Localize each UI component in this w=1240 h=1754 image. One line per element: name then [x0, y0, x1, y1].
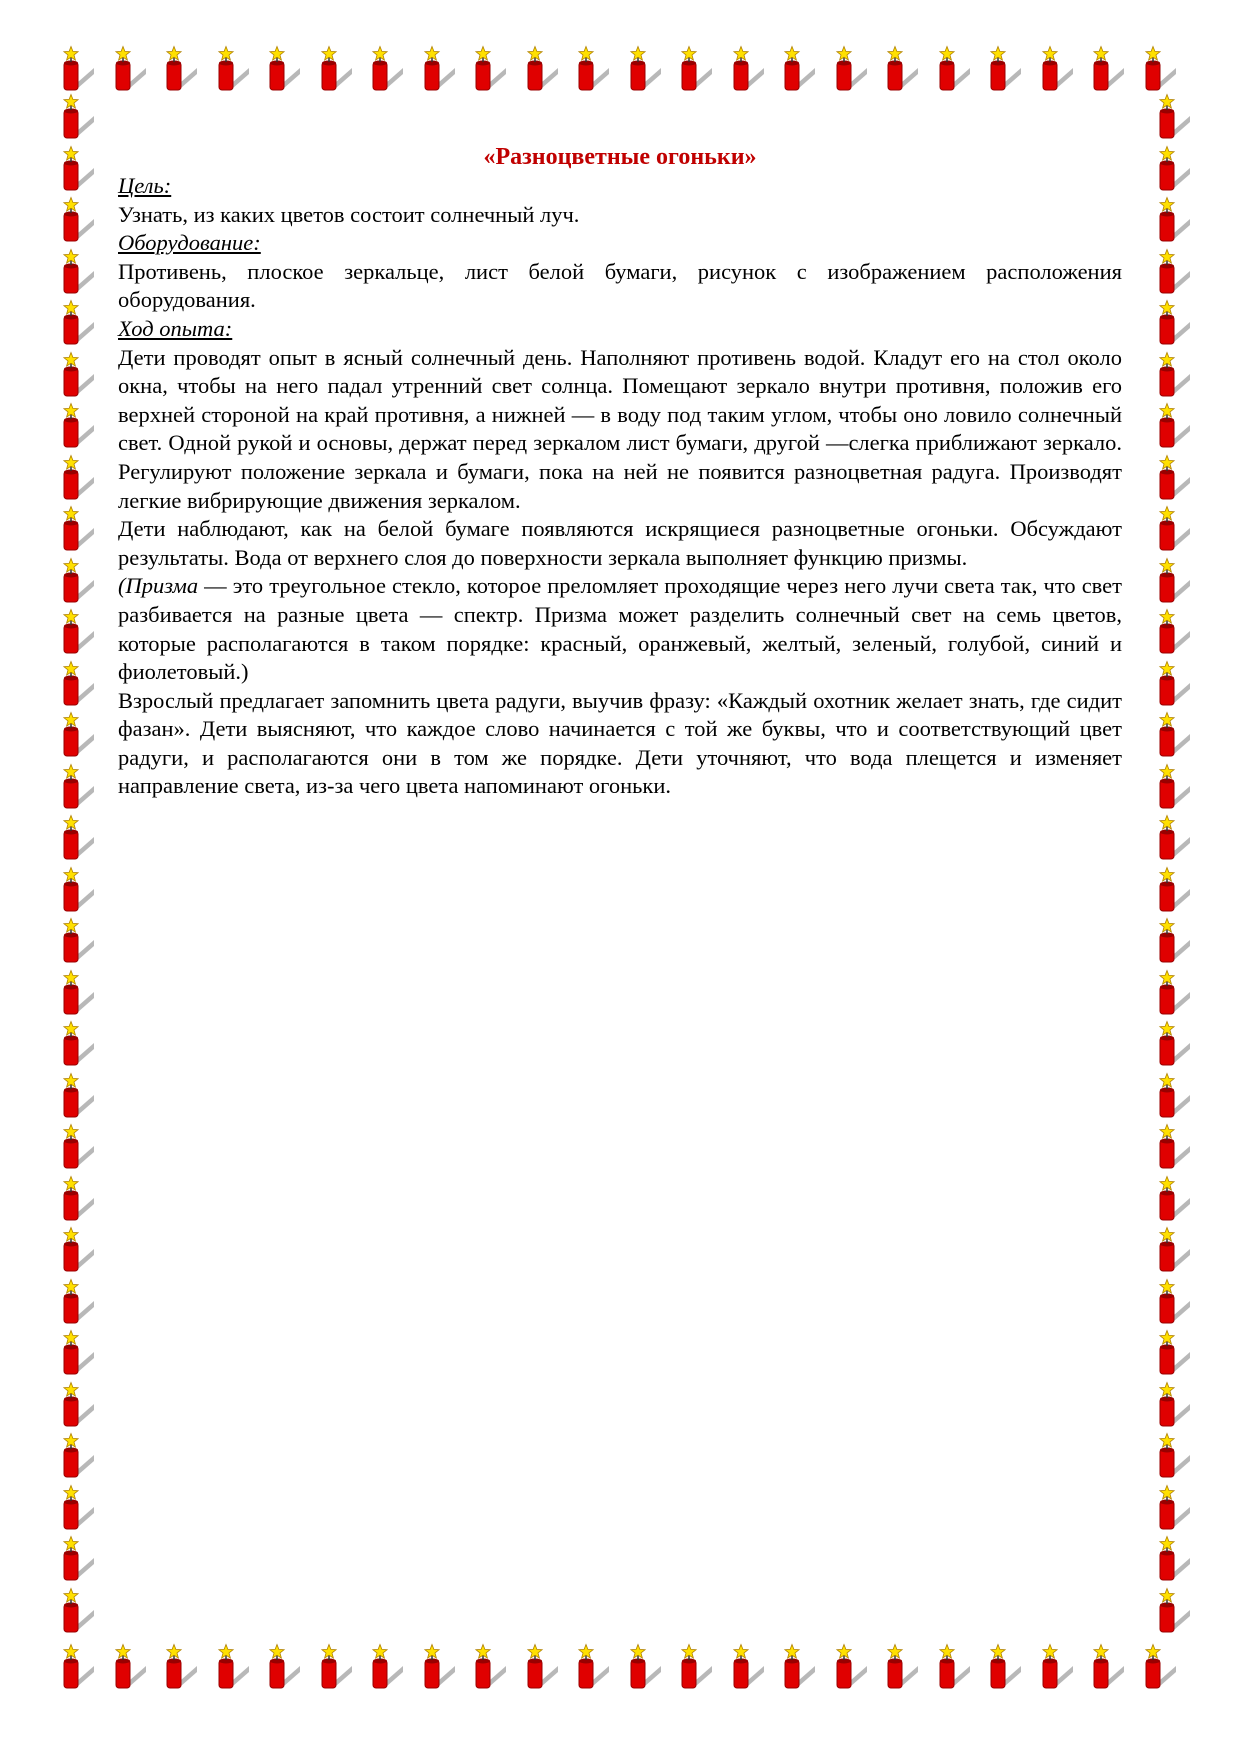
- firecracker-icon: [888, 47, 918, 91]
- firecracker-icon: [1160, 1589, 1190, 1633]
- firecracker-icon: [1160, 713, 1190, 757]
- firecracker-icon: [270, 1645, 300, 1689]
- firecracker-icon: [373, 47, 403, 91]
- firecracker-icon: [64, 1280, 94, 1324]
- equipment-text: Противень, плоское зеркальце, лист белой бумаги, рисунок с изображением расположения оборудования.: [118, 258, 1122, 313]
- firecracker-icon: [64, 250, 94, 294]
- firecracker-icon: [64, 1125, 94, 1169]
- firecracker-icon: [64, 301, 94, 345]
- procedure-paragraph-2: Дети наблюдают, как на белой бумаге появляются искрящиеся разноцветные огоньки. Обсуждают результаты. Вода от верхнего слоя до поверхности зеркала выполняет функцию призмы.: [118, 516, 1122, 570]
- firecracker-icon: [1146, 1645, 1176, 1689]
- firecracker-icon: [785, 47, 815, 91]
- firecracker-icon: [1160, 816, 1190, 860]
- firecracker-icon: [425, 47, 455, 91]
- firecracker-icon: [1160, 1280, 1190, 1324]
- firecracker-icon: [322, 47, 352, 91]
- firecracker-icon: [373, 1645, 403, 1689]
- firecracker-icon: [1160, 971, 1190, 1015]
- firecracker-icon: [734, 47, 764, 91]
- firecracker-icon: [579, 47, 609, 91]
- page-title: «Разноцветные огоньки»: [483, 144, 757, 170]
- firecracker-icon: [1160, 1074, 1190, 1118]
- firecracker-icon: [940, 1645, 970, 1689]
- firecracker-icon: [64, 1074, 94, 1118]
- firecracker-icon: [1160, 1177, 1190, 1221]
- firecracker-icon: [64, 559, 94, 603]
- firecracker-icon: [64, 1434, 94, 1478]
- firecracker-icon: [64, 1486, 94, 1530]
- firecracker-icon: [1160, 301, 1190, 345]
- firecracker-icon: [1043, 47, 1073, 91]
- firecracker-icon: [64, 404, 94, 448]
- prism-paragraph: [118, 572, 1122, 686]
- firecracker-icon: [64, 1177, 94, 1221]
- procedure-paragraph-1: Дети проводят опыт в ясный солнечный день. Наполняют противень водой. Кладут его на стол около окна, чтобы на него падал утренний свет солнца. Помещают зеркало внутри противня, положив его верхней стороной на край противня, а нижней — в воду под таким углом, чтобы оно ловило солнечный свет. Одной рукой и основы, держат перед зеркалом лист бумаги, другой —слегка приближают зеркало. Регулируют положение зеркала и бумаги, пока на ней не появится разноцветная радуга. Производят легкие вибрирующие движения зеркалом.: [118, 344, 1122, 513]
- firecracker-icon: [1094, 1645, 1124, 1689]
- firecracker-icon: [1160, 765, 1190, 809]
- firecracker-icon: [64, 919, 94, 963]
- firecracker-icon: [167, 47, 197, 91]
- firecracker-icon: [1160, 198, 1190, 242]
- firecracker-icon: [116, 1645, 146, 1689]
- firecracker-icon: [64, 1228, 94, 1272]
- firecracker-icon: [64, 147, 94, 191]
- procedure-heading: Ход опыта:: [118, 315, 233, 341]
- firecracker-icon: [1160, 95, 1190, 139]
- firecracker-icon: [64, 1331, 94, 1375]
- firecracker-icon: [837, 1645, 867, 1689]
- firecracker-icon: [888, 1645, 918, 1689]
- firecracker-icon: [1160, 353, 1190, 397]
- procedure-paragraph-4: Взрослый предлагает запомнить цвета радуги, выучив фразу: «Каждый охотник желает знать, где сидит фазан». Дети выясняют, что каждое слово начинается с той же буквы, что и соответствующий цвет радуги, и располагаются они в том же порядке. Дети уточняют, что вода плещется и изменяет направление света, из-за чего цвета напоминают огоньки.: [118, 687, 1122, 799]
- firecracker-icon: [64, 1383, 94, 1427]
- equipment-heading: Оборудование:: [118, 230, 261, 256]
- firecracker-icon: [631, 1645, 661, 1689]
- firecracker-icon: [64, 507, 94, 551]
- firecracker-icon: [64, 765, 94, 809]
- firecracker-icon: [64, 1645, 94, 1689]
- firecracker-icon: [64, 198, 94, 242]
- firecracker-icon: [991, 1645, 1021, 1689]
- firecracker-icon: [64, 662, 94, 706]
- firecracker-icon: [1160, 559, 1190, 603]
- firecracker-icon: [1160, 610, 1190, 654]
- firecracker-icon: [476, 47, 506, 91]
- firecracker-icon: [1160, 868, 1190, 912]
- firecracker-icon: [1160, 1486, 1190, 1530]
- firecracker-icon: [1160, 456, 1190, 500]
- document-body: [118, 142, 1122, 801]
- firecracker-icon: [1160, 250, 1190, 294]
- firecracker-icon: [579, 1645, 609, 1689]
- firecracker-icon: [1160, 1228, 1190, 1272]
- firecracker-icon: [631, 47, 661, 91]
- firecracker-icon: [219, 1645, 249, 1689]
- firecracker-icon: [528, 1645, 558, 1689]
- firecracker-icon: [64, 1537, 94, 1581]
- firecracker-icon: [837, 47, 867, 91]
- firecracker-icon: [64, 456, 94, 500]
- firecracker-icon: [1160, 1383, 1190, 1427]
- firecracker-icon: [64, 610, 94, 654]
- firecracker-icon: [1160, 919, 1190, 963]
- firecracker-icon: [1094, 47, 1124, 91]
- prism-term: (Призма: [118, 573, 199, 599]
- firecracker-icon: [940, 47, 970, 91]
- firecracker-icon: [1043, 1645, 1073, 1689]
- firecracker-icon: [734, 1645, 764, 1689]
- firecracker-icon: [270, 47, 300, 91]
- firecracker-icon: [1160, 1022, 1190, 1066]
- firecracker-icon: [64, 1022, 94, 1066]
- firecracker-icon: [64, 353, 94, 397]
- firecracker-icon: [64, 47, 94, 91]
- firecracker-icon: [219, 47, 249, 91]
- firecracker-icon: [64, 971, 94, 1015]
- firecracker-icon: [1160, 1125, 1190, 1169]
- firecracker-icon: [1160, 1537, 1190, 1581]
- firecracker-icon: [785, 1645, 815, 1689]
- prism-definition: — это треугольное стекло, которое преломляет проходящие через него лучи света так, что свет разбивается на разные цвета — спектр. Призма может разделить солнечный свет на семь цветов, которые располагаются в таком порядке: красный, оранжевый, желтый, зеленый, голубой, синий и фиолетовый.): [118, 573, 1122, 685]
- firecracker-icon: [425, 1645, 455, 1689]
- firecracker-icon: [64, 713, 94, 757]
- firecracker-icon: [64, 868, 94, 912]
- firecracker-icon: [64, 1589, 94, 1633]
- firecracker-icon: [322, 1645, 352, 1689]
- firecracker-icon: [528, 47, 558, 91]
- goal-heading: Цель:: [118, 173, 172, 198]
- firecracker-icon: [116, 47, 146, 91]
- firecracker-icon: [64, 95, 94, 139]
- firecracker-icon: [1160, 507, 1190, 551]
- firecracker-icon: [1160, 1331, 1190, 1375]
- firecracker-icon: [476, 1645, 506, 1689]
- firecracker-icon: [991, 47, 1021, 91]
- firecracker-icon: [1160, 1434, 1190, 1478]
- firecracker-icon: [167, 1645, 197, 1689]
- firecracker-icon: [1160, 404, 1190, 448]
- firecracker-icon: [1146, 47, 1176, 91]
- firecracker-icon: [682, 1645, 712, 1689]
- firecracker-icon: [1160, 147, 1190, 191]
- goal-text: Узнать, из каких цветов состоит солнечный луч.: [118, 201, 580, 227]
- firecracker-icon: [64, 816, 94, 860]
- firecracker-icon: [682, 47, 712, 91]
- firecracker-icon: [1160, 662, 1190, 706]
